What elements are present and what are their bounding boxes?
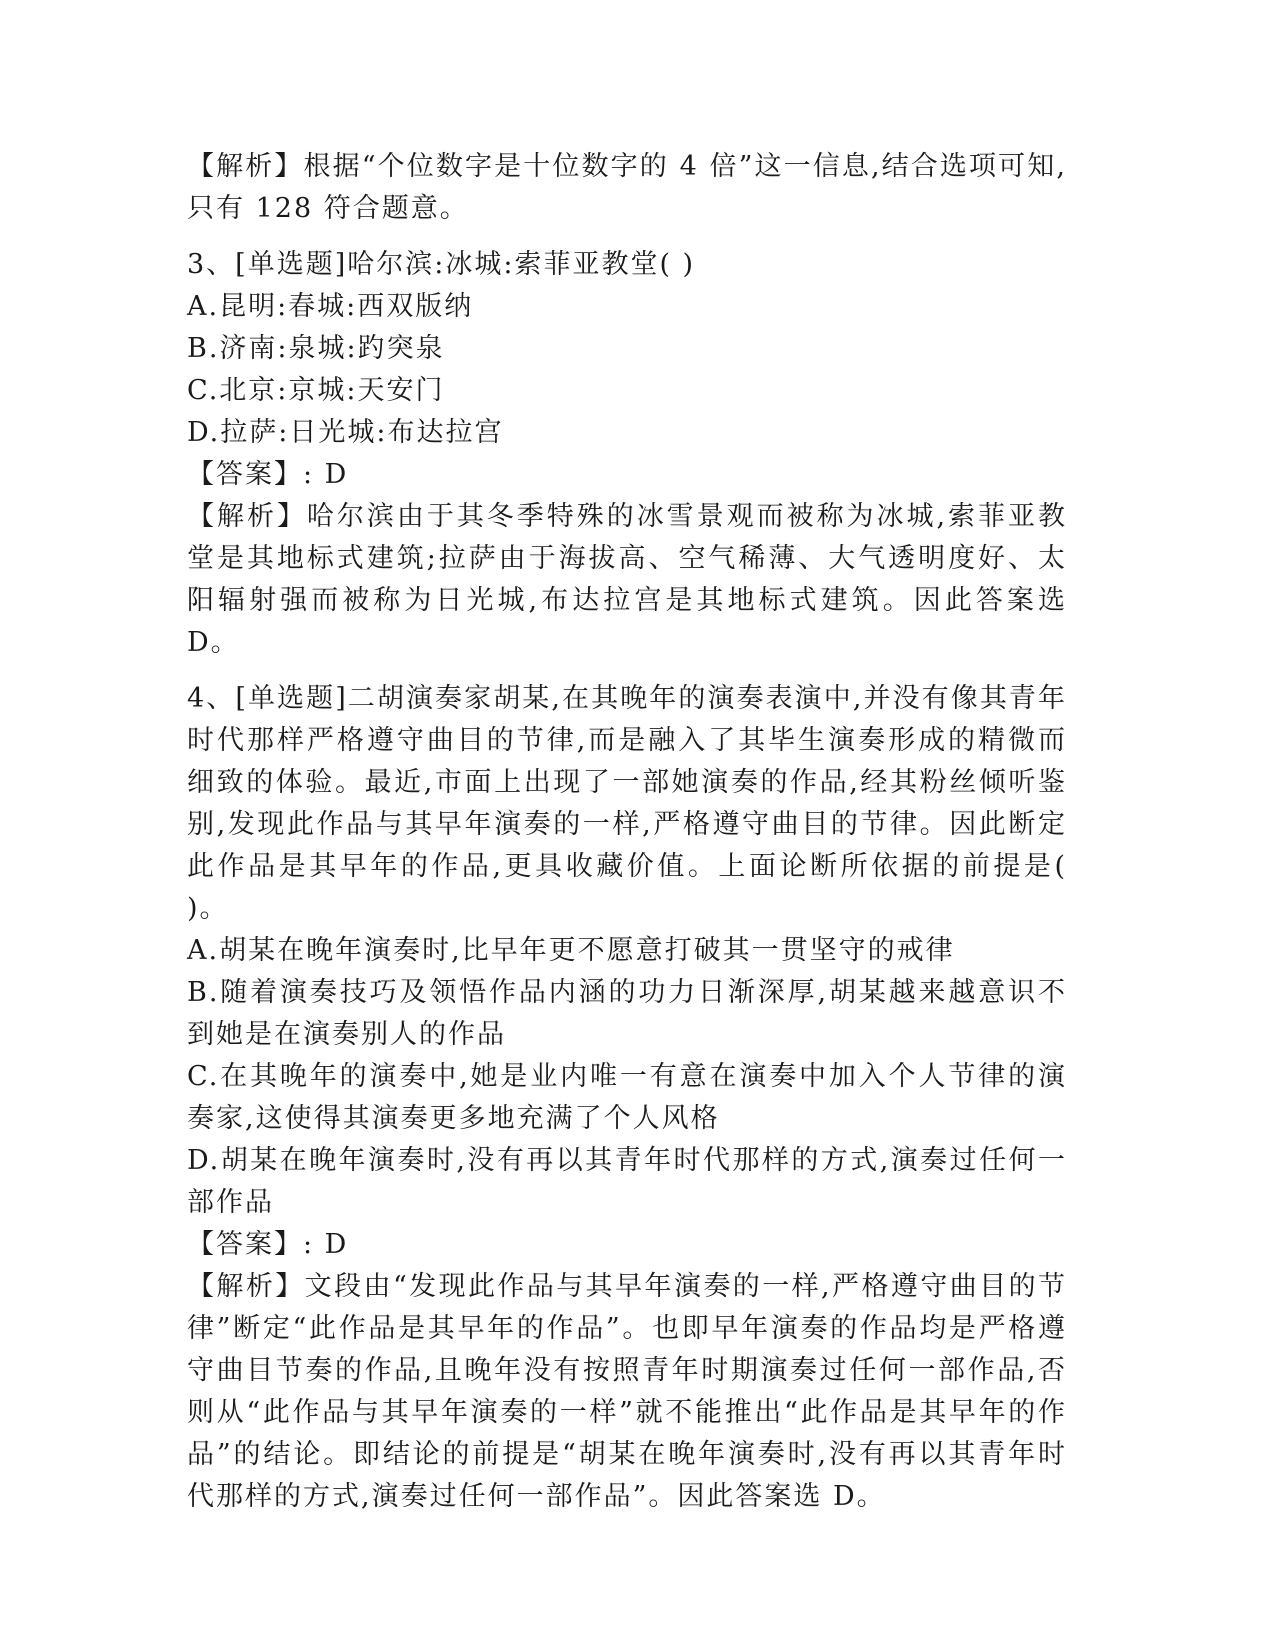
question-4 [187,678,1067,1518]
spacer [187,664,1067,678]
question-4-option-b: B.随着演奏技巧及领悟作品内涵的功力日渐深厚,胡某越来越意识不到她是在演奏别人的作品 [187,977,1067,1050]
question-3-option-c: C.北京:京城:天安门 [187,375,445,406]
question-3-answer: 【答案】: D [187,459,349,490]
question-4-analysis: 【解析】文段由“发现此作品与其早年演奏的一样,严格遵守曲目的节律”断定“此作品是其早年的作品”。也即早年演奏的作品均是严格遵守曲目节奏的作品,且晚年没有按照青年时期演奏过任何一部作品,否则从“此作品与其早年演奏的一样”就不能推出“此作品是其早年的作品”的结论。即结论的前提是“胡某在晚年演奏时,没有再以其青年时代那样的方式,演奏过任何一部作品”。因此答案选 D。 [187,1271,1067,1512]
spacer [187,230,1067,244]
question-4-option-d: D.胡某在晚年演奏时,没有再以其青年时代那样的方式,演奏过任何一部作品 [187,1145,1067,1218]
question-3-option-b: B.济南:泉城:趵突泉 [187,333,445,364]
question-4-option-a: A.胡某在晚年演奏时,比早年更不愿意打破其一贯坚守的戒律 [187,935,955,966]
question-3 [187,244,1067,664]
prev-analysis: 【解析】根据“个位数字是十位数字的 4 倍”这一信息,结合选项可知,只有 128 符合题意。 [187,151,1067,224]
question-3-option-a: A.昆明:春城:西双版纳 [187,291,474,322]
question-3-option-d: D.拉萨:日光城:布达拉宫 [187,417,504,448]
question-4-stem: 4、[单选题]二胡演奏家胡某,在其晚年的演奏表演中,并没有像其青年时代那样严格遵守曲目的节律,而是融入了其毕生演奏形成的精微而细致的体验。最近,市面上出现了一部她演奏的作品,经其粉丝倾听鉴别,发现此作品与其早年演奏的一样,严格遵守曲目的节律。因此断定此作品是其早年的作品,更具收藏价值。上面论断所依据的前提是( )。 [187,683,1067,924]
question-4-answer: 【答案】: D [187,1229,349,1260]
question-3-analysis: 【解析】哈尔滨由于其冬季特殊的冰雪景观而被称为冰城,索菲亚教堂是其地标式建筑;拉萨由于海拔高、空气稀薄、大气透明度好、太阳辐射强而被称为日光城,布达拉宫是其地标式建筑。因此答案选 D。 [187,501,1067,658]
question-4-option-c: C.在其晚年的演奏中,她是业内唯一有意在演奏中加入个人节律的演奏家,这使得其演奏更多地充满了个人风格 [187,1061,1067,1134]
question-3-stem: 3、[单选题]哈尔滨:冰城:索菲亚教堂( ) [187,249,696,280]
document-content [187,146,1067,1518]
